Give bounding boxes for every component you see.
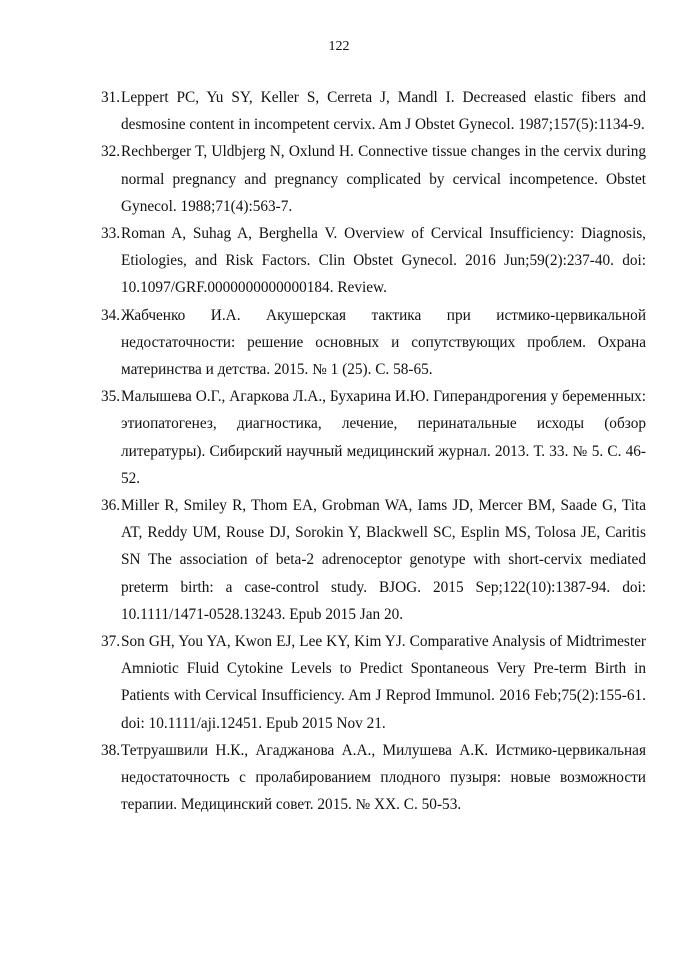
reference-number: 35. xyxy=(101,388,121,406)
reference-text: Жабченко И.А. Акушерская тактика при истмико-цервикальной недостаточности: решение основных и сопутствующих проблем. Охрана материнства и детства. 2015. № 1 (25). С. 58-65. xyxy=(121,306,646,379)
reference-item xyxy=(101,628,646,737)
reference-text: Son GH, You YA, Kwon EJ, Lee KY, Kim YJ. Comparative Analysis of Midtrimester Amniotic Fluid Cytokine Levels to Predict Spontaneous Very Pre-term Birth in Patients with Cervical Insufficiency. Am J Reprod Immunol. 2016 Feb;75(2):155-61. doi: 10.1111/aji.12451. Epub 2015 Nov 21. xyxy=(121,633,646,732)
reference-text: Малышева О.Г., Агаркова Л.А., Бухарина И.Ю. Гиперандрогения у беременных: этиопатогенез, диагностика, лечение, перинатальные исходы (обзор литературы). Сибирский научный медицинский журнал. 2013. Т. 33. № 5. С. 46-52. xyxy=(121,388,646,487)
reference-item xyxy=(101,138,646,220)
reference-item xyxy=(101,492,646,628)
page-number: 122 xyxy=(328,39,350,54)
reference-item xyxy=(101,220,646,302)
reference-text: Leppert PC, Yu SY, Keller S, Cerreta J, Mandl I. Decreased elastic fibers and desmosine content in incompetent cervix. Am J Obstet Gynecol. 1987;157(5):1134-9. xyxy=(121,89,646,134)
reference-text: Тетруашвили Н.К., Агаджанова А.А., Милушева А.К. Истмико-цервикальная недостаточность с пролабированием плодного пузыря: новые возможности терапии. Медицинский совет. 2015. № XX. С. 50-53. xyxy=(121,741,646,814)
reference-number: 37. xyxy=(101,633,121,651)
reference-text: Miller R, Smiley R, Thom EA, Grobman WA, Iams JD, Mercer BM, Saade G, Tita AT, Reddy UM, Rouse DJ, Sorokin Y, Blackwell SC, Esplin MS, Tolosa JE, Caritis SN The association of beta-2 adrenoceptor genotype with short-cervix mediated preterm birth: a case-control study. BJOG. 2015 Sep;122(10):1387-94. doi: 10.1111/1471-0528.13243. Epub 2015 Jan 20. xyxy=(121,497,646,623)
reference-number: 36. xyxy=(101,497,121,515)
reference-number: 31. xyxy=(101,89,121,106)
reference-number: 32. xyxy=(101,143,121,161)
reference-number: 38. xyxy=(101,741,121,759)
reference-number: 33. xyxy=(101,225,121,243)
reference-item xyxy=(101,84,646,138)
reference-list xyxy=(101,84,646,818)
reference-item xyxy=(101,302,646,384)
reference-text: Roman A, Suhag A, Berghella V. Overview of Cervical Insufficiency: Diagnosis, Etiologies, and Risk Factors. Clin Obstet Gynecol. 2016 Jun;59(2):237-40. doi: 10.1097/GRF.0000000000000184. Review. xyxy=(121,225,646,297)
reference-text: Rechberger T, Uldbjerg N, Oxlund H. Connective tissue changes in the cervix during normal pregnancy and pregnancy complicated by cervical incompetence. Obstet Gynecol. 1988;71(4):563-7. xyxy=(121,143,646,215)
reference-item xyxy=(101,737,646,819)
reference-number: 34. xyxy=(101,306,121,324)
reference-item xyxy=(101,383,646,492)
